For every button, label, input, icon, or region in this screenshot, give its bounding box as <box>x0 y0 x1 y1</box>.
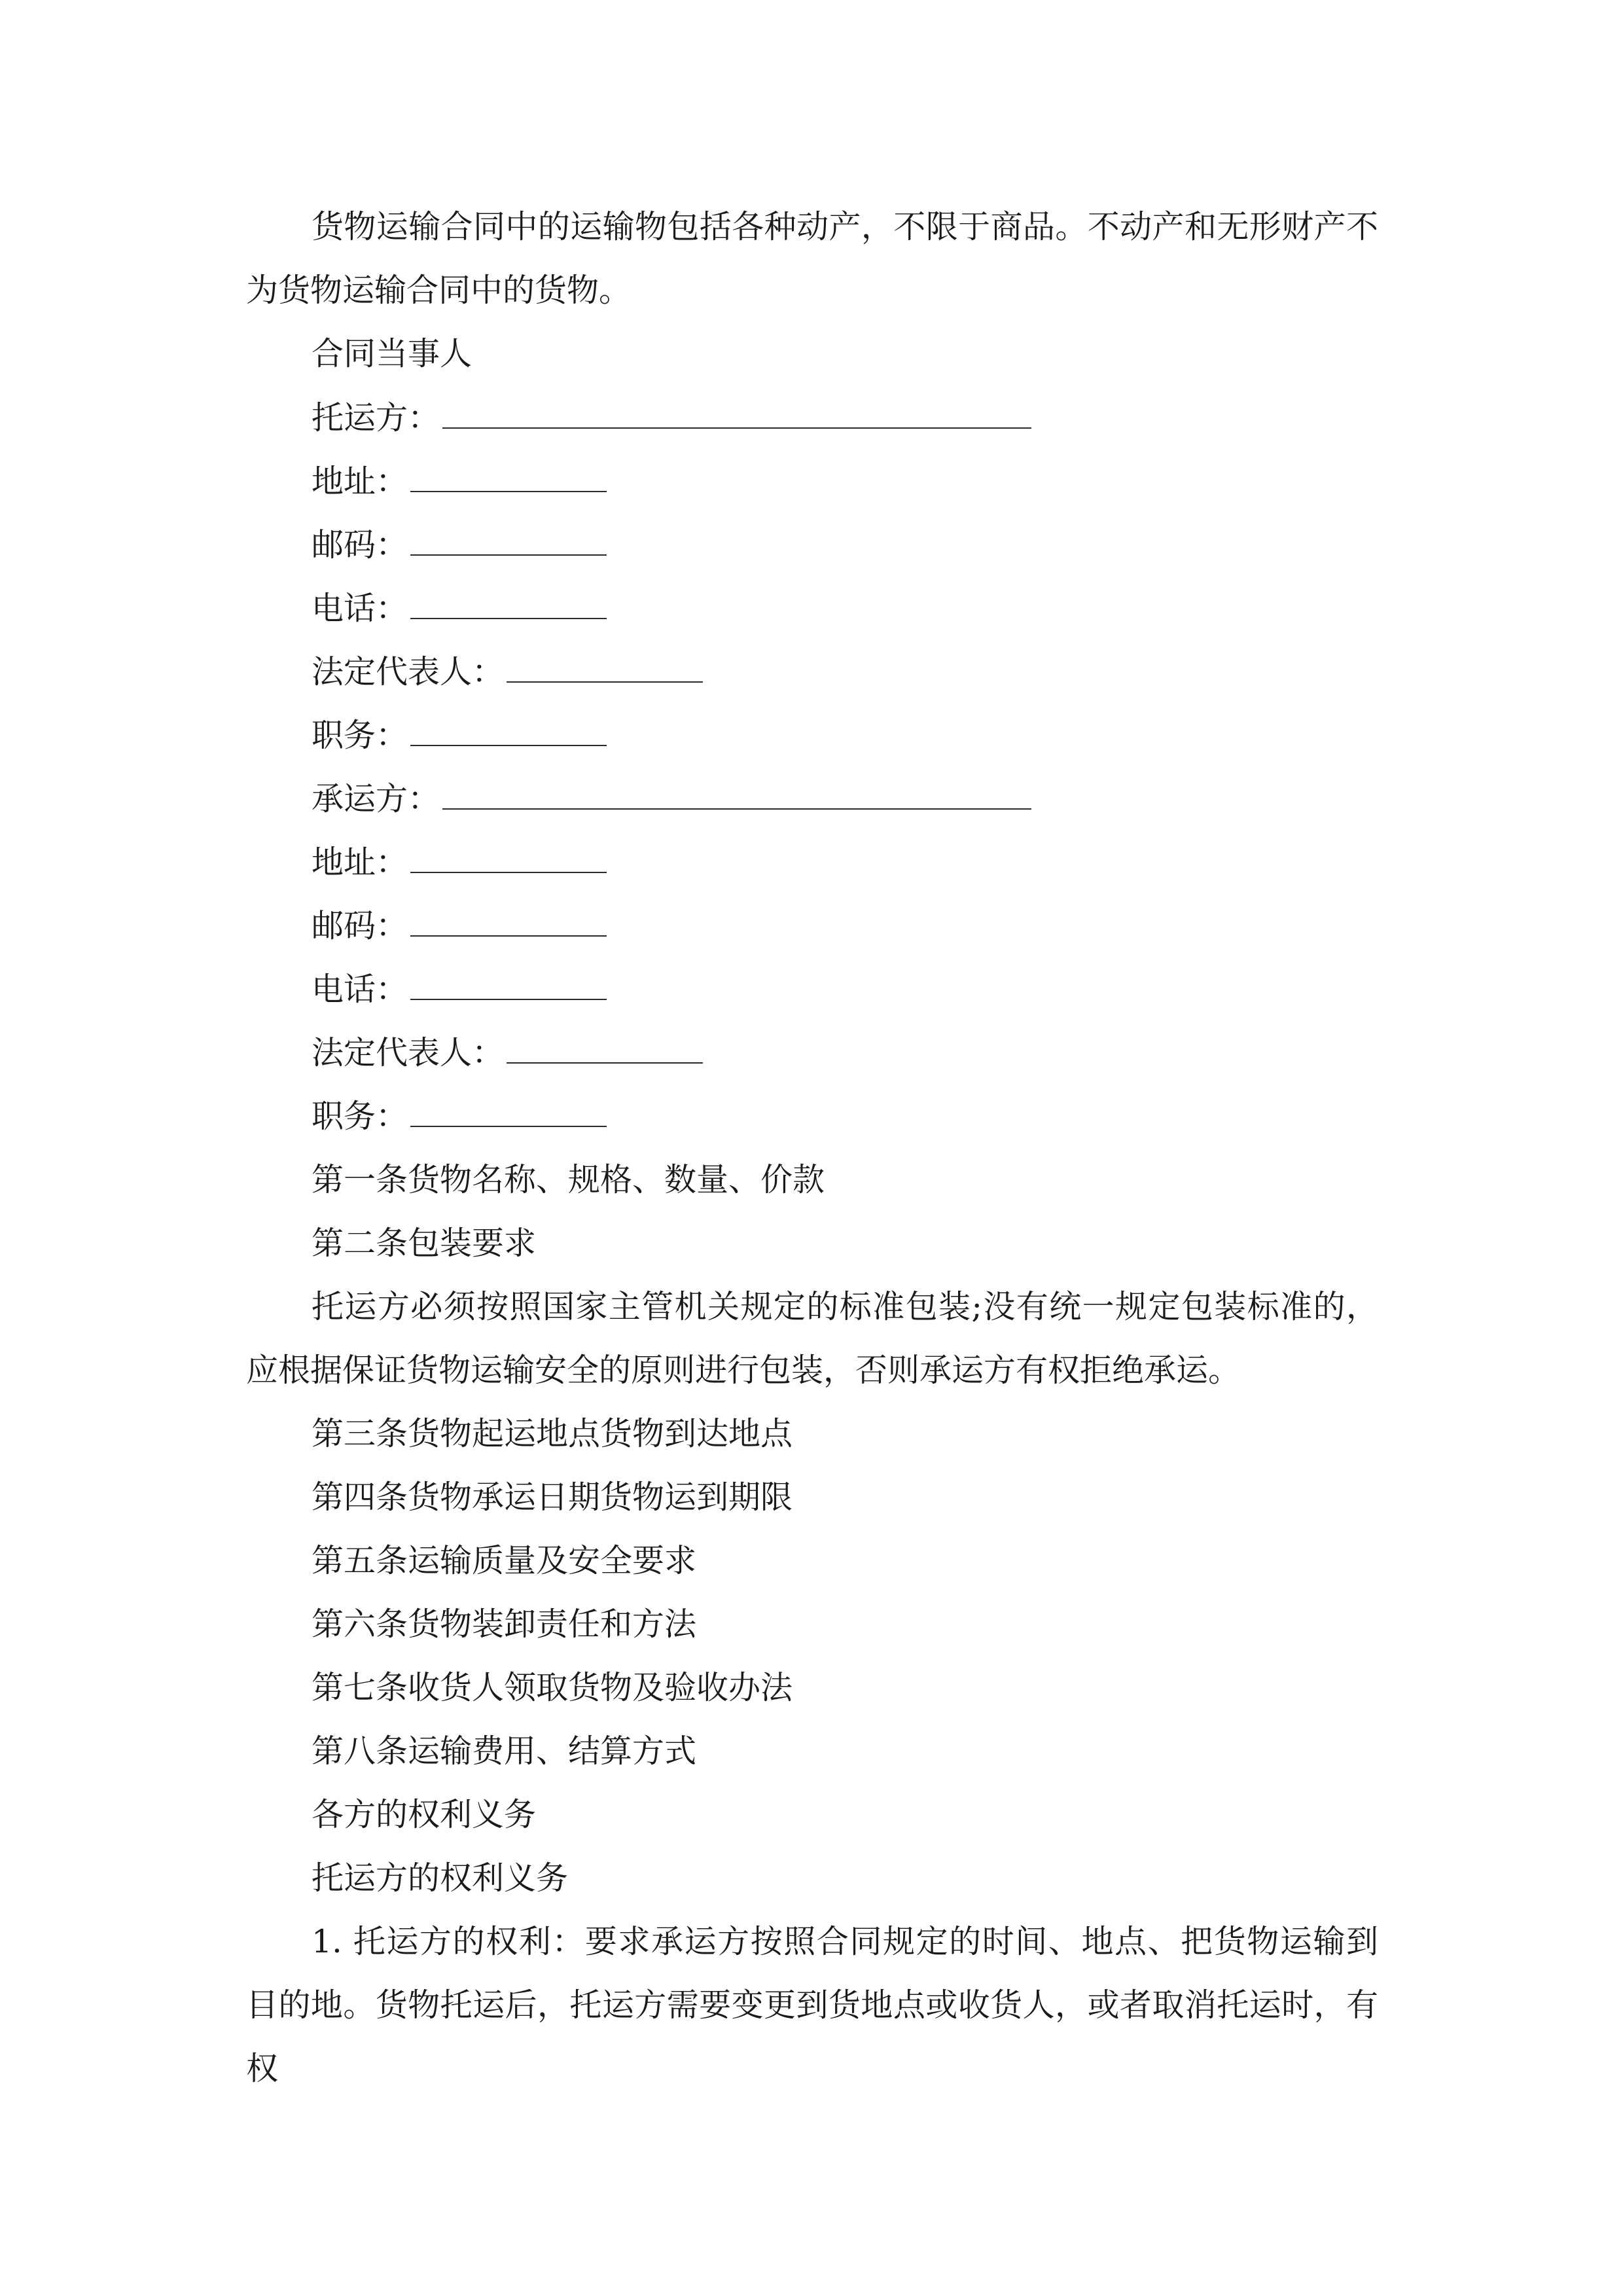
article-5-heading: 第五条运输质量及安全要求 <box>312 1542 697 1579</box>
shipper-legal-rep-field[interactable] <box>507 681 703 683</box>
shipper-postcode-label: 邮码： <box>312 526 408 564</box>
rights-heading: 各方的权利义务 <box>312 1796 537 1833</box>
article-2-body: 托运方必须按照国家主管机关规定的标准包装;没有统一规定包装标准的，应根据保证货物运输安全的原则进行包装，否则承运方有权拒绝承运。 <box>246 1288 1378 1389</box>
shipper-address-field[interactable] <box>410 491 607 492</box>
shipper-rights-body: 1. 托运方的权利：要求承运方按照合同规定的时间、地点、把货物运输到目的地。货物托运后，托运方需要变更到货地点或收货人，或者取消托运时，有权 <box>246 1923 1378 2087</box>
carrier-phone-label: 电话： <box>312 971 408 1008</box>
shipper-phone-row <box>312 577 607 640</box>
carrier-position-field[interactable] <box>410 1126 607 1127</box>
article-7-heading: 第七条收货人领取货物及验收办法 <box>312 1669 793 1706</box>
carrier-name-row <box>312 767 1031 831</box>
shipper-name-field[interactable] <box>442 427 1031 429</box>
carrier-name-label: 承运方： <box>312 780 440 817</box>
intro-paragraph: 货物运输合同中的运输物包括各种动产，不限于商品。不动产和无形财产不为货物运输合同中的货物。 <box>246 208 1378 309</box>
shipper-name-label: 托运方： <box>312 399 440 437</box>
article-2-heading: 第二条包装要求 <box>312 1225 537 1262</box>
carrier-postcode-row <box>312 894 607 958</box>
carrier-postcode-label: 邮码： <box>312 907 408 944</box>
shipper-legal-rep-row <box>312 640 703 704</box>
shipper-address-label: 地址： <box>312 463 408 500</box>
carrier-address-field[interactable] <box>410 872 607 873</box>
shipper-phone-field[interactable] <box>410 618 607 619</box>
carrier-legal-rep-field[interactable] <box>507 1062 703 1064</box>
article-8-heading: 第八条运输费用、结算方式 <box>312 1732 697 1770</box>
carrier-name-field[interactable] <box>442 808 1031 810</box>
shipper-legal-rep-label: 法定代表人： <box>312 653 505 691</box>
parties-heading: 合同当事人 <box>312 335 473 372</box>
shipper-position-field[interactable] <box>410 745 607 746</box>
shipper-position-label: 职务： <box>312 717 408 754</box>
carrier-legal-rep-row <box>312 1021 703 1085</box>
carrier-legal-rep-label: 法定代表人： <box>312 1034 505 1071</box>
shipper-rights-heading: 托运方的权利义务 <box>312 1859 569 1897</box>
carrier-position-label: 职务： <box>312 1098 408 1135</box>
article-4-heading: 第四条货物承运日期货物运到期限 <box>312 1479 793 1516</box>
shipper-position-row <box>312 704 607 767</box>
carrier-postcode-field[interactable] <box>410 935 607 937</box>
shipper-address-row <box>312 450 607 513</box>
carrier-phone-field[interactable] <box>410 999 607 1000</box>
article-3-heading: 第三条货物起运地点货物到达地点 <box>312 1415 793 1452</box>
carrier-address-label: 地址： <box>312 844 408 881</box>
shipper-postcode-field[interactable] <box>410 554 607 556</box>
shipper-phone-label: 电话： <box>312 590 408 627</box>
shipper-postcode-row <box>312 513 607 577</box>
carrier-address-row <box>312 831 607 894</box>
shipper-name-row <box>312 386 1031 450</box>
carrier-position-row <box>312 1085 607 1148</box>
carrier-phone-row <box>312 958 607 1021</box>
article-1-heading: 第一条货物名称、规格、数量、价款 <box>312 1161 825 1198</box>
article-6-heading: 第六条货物装卸责任和方法 <box>312 1605 697 1643</box>
